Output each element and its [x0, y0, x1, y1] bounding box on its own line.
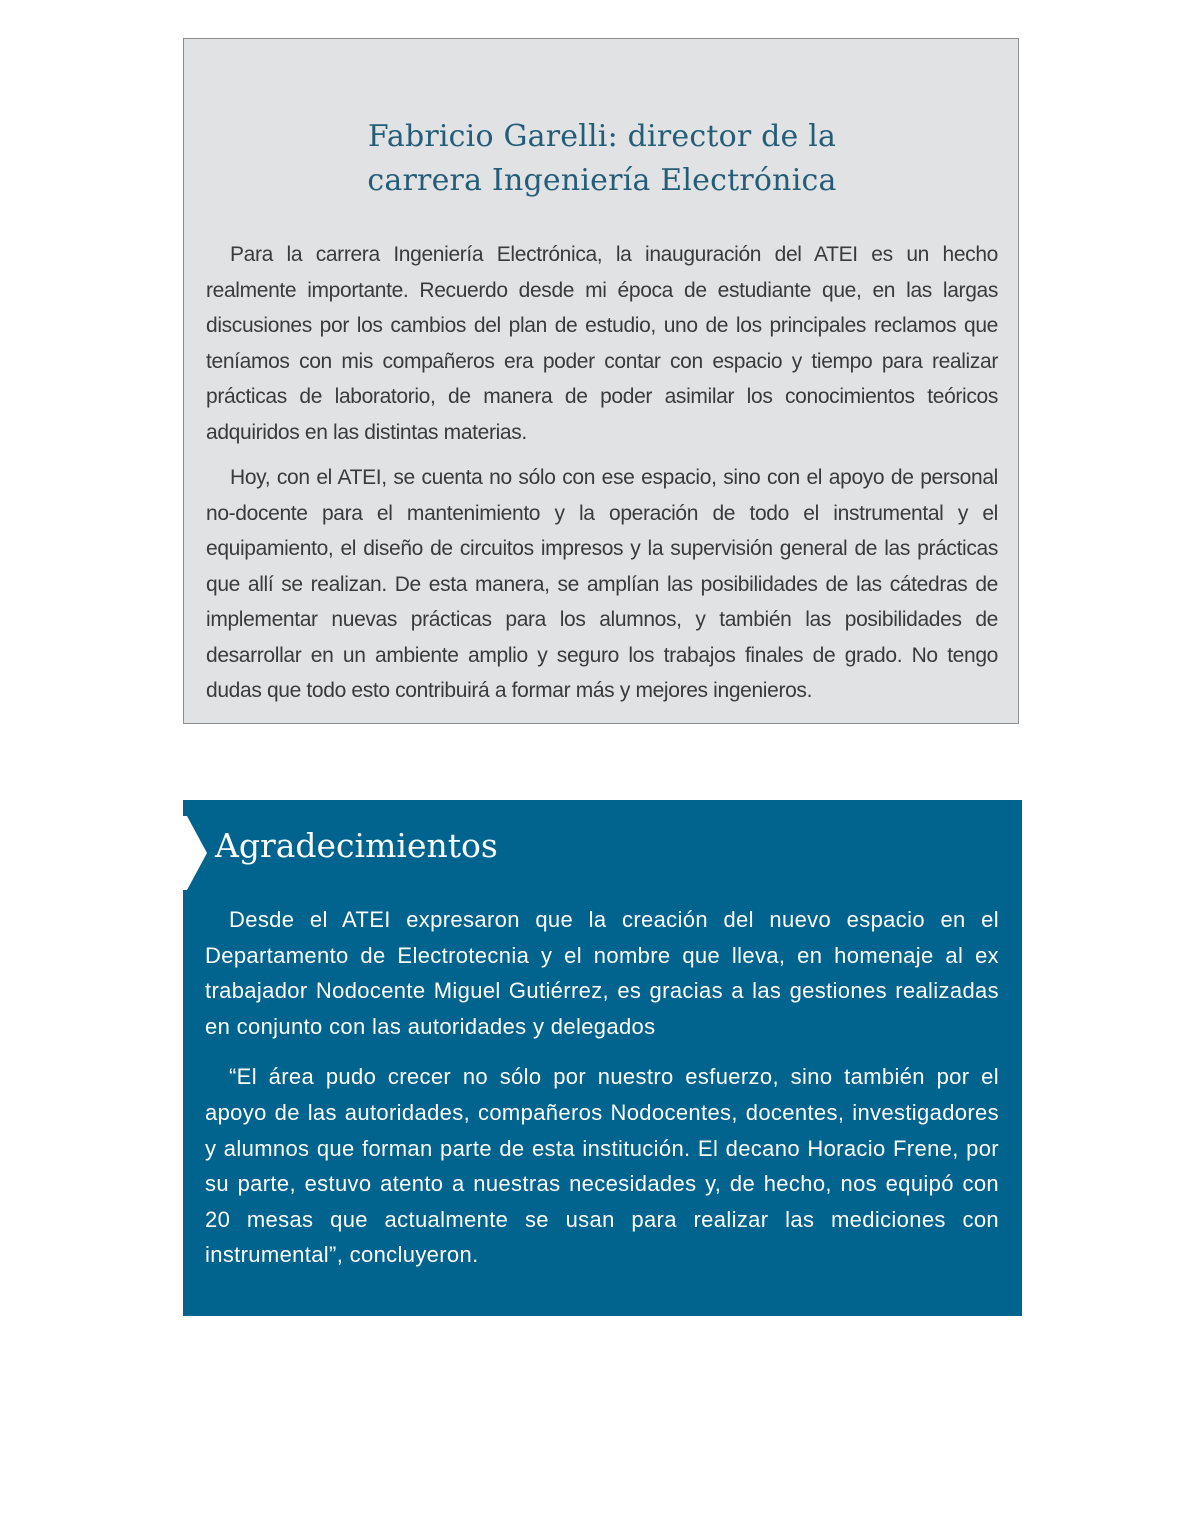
acknowledgements-title: Agradecimientos [215, 826, 498, 865]
director-statement-paragraph-2: Hoy, con el ATEI, se cuenta no sólo con ese espacio, sino con el apoyo de personal no-docente para el mantenimiento y la operación de todo el instrumental y el equipamiento, el diseño de circuitos impresos y la supervisión general de las prácticas que allí se realizan. De esta manera, se amplían las posibilidades de las cátedras de implementar nuevas prácticas para los alumnos, y también las posibilidades de desarrollar en un ambiente amplio y seguro los trabajos finales de grado. No tengo dudas que todo esto contribuirá a formar más y mejores ingenieros. [206, 466, 998, 702]
acknowledgements-paragraph-1: Desde el ATEI expresaron que la creación del nuevo espacio en el Departamento de Electrotecnia y el nombre que lleva, en homenaje al ex trabajador Nodocente Miguel Gutiérrez, es gracias a las gestiones realizadas en conjunto con las autoridades y delegados [205, 907, 999, 1039]
director-statement-body [206, 237, 998, 719]
acknowledgements-body [205, 902, 999, 1288]
director-statement-box [183, 38, 1019, 724]
director-statement-title-line-2: carrera Ingeniería Electrónica [367, 163, 837, 198]
acknowledgements-paragraph-2: “El área pudo crecer no sólo por nuestro esfuerzo, sino también por el apoyo de las autoridades, compañeros Nodocentes, docentes, investigadores y alumnos que forman parte de esta institución. El decano Horacio Frene, por su parte, estuvo atento a nuestras necesidades y, de hecho, nos equipó con 20 mesas que actualmente se usan para realizar las mediciones con instrumental”, concluyeron. [205, 1064, 999, 1268]
section-arrow-marker [183, 816, 207, 890]
director-statement-title-line-1: Fabricio Garelli: director de la [367, 119, 837, 154]
acknowledgements-box [183, 800, 1022, 1316]
director-statement-title [184, 115, 1020, 203]
director-statement-paragraph-1: Para la carrera Ingeniería Electrónica, la inauguración del ATEI es un hecho realmente importante. Recuerdo desde mi época de estudiante que, en las largas discusiones por los cambios del plan de estudio, uno de los principales reclamos que teníamos con mis compañeros era poder contar con espacio y tiempo para realizar prácticas de laboratorio, de manera de poder asimilar los conocimientos teóricos adquiridos en las distintas materias. [206, 243, 998, 444]
